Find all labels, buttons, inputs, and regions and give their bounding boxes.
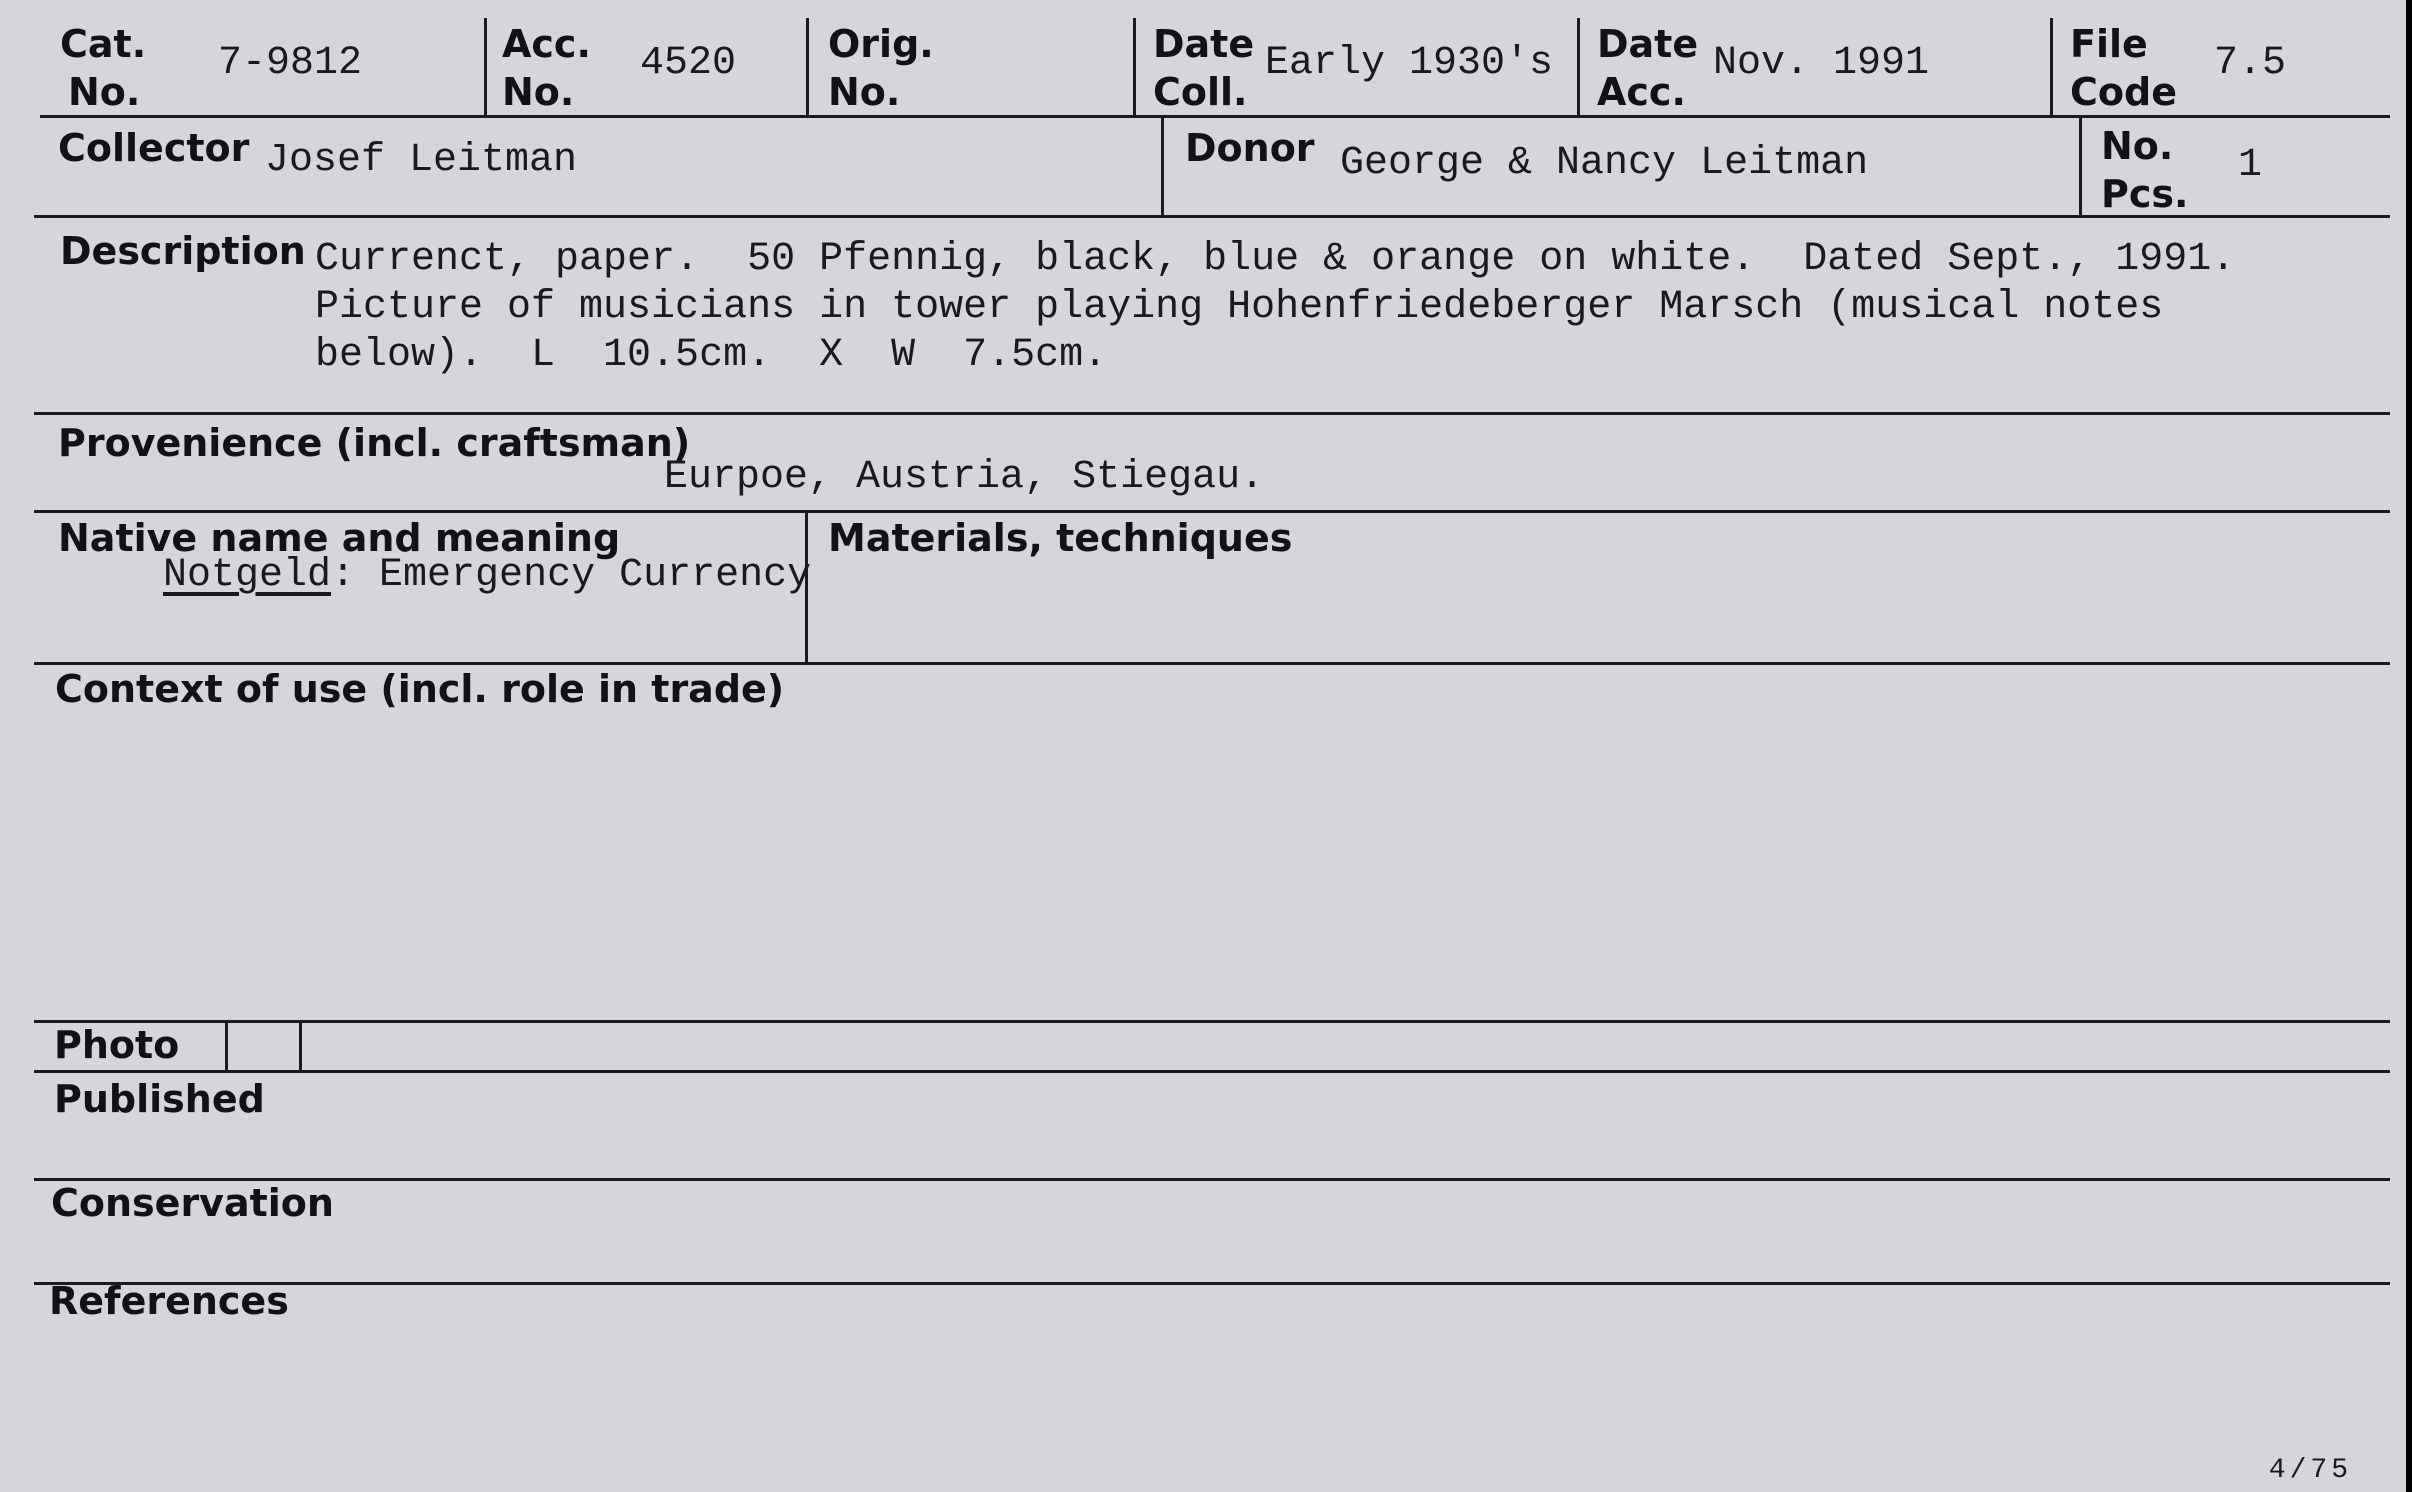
acc-no-label-line1: Acc. xyxy=(502,22,591,66)
native-name-label: Native name and meaning xyxy=(58,516,621,560)
native-meaning: : Emergency Currency xyxy=(331,553,812,598)
no-pcs-label xyxy=(2101,122,2188,218)
description-line: below). L 10.5cm. X W 7.5cm. xyxy=(315,333,1108,378)
file-code-value: 7.5 xyxy=(2214,41,2287,86)
divider-cat-acc xyxy=(484,18,487,115)
photo-box-right xyxy=(299,1020,302,1070)
rule-context-bottom xyxy=(34,1020,2390,1023)
orig-no-label xyxy=(828,20,934,116)
context-label: Context of use (incl. role in trade) xyxy=(55,667,785,711)
cat-no-label-line1: Cat. xyxy=(60,22,147,66)
photo-box-left xyxy=(225,1020,228,1070)
no-pcs-label-line1: No. xyxy=(2101,124,2174,168)
rule-published-bottom xyxy=(34,1178,2390,1181)
file-code-label-line2: Code xyxy=(2070,70,2177,114)
description-line: Currenct, paper. 50 Pfennig, black, blue & orange on white. Dated Sept., 1991. xyxy=(315,237,2236,282)
native-term: Notgeld xyxy=(163,553,332,598)
published-label: Published xyxy=(54,1077,265,1121)
description-label: Description xyxy=(60,229,306,273)
date-coll-value: Early 1930's xyxy=(1265,41,1554,86)
date-acc-label-line1: Date xyxy=(1597,22,1699,66)
orig-no-label-line1: Orig. xyxy=(828,22,934,66)
acc-no-label-line2: No. xyxy=(502,70,575,114)
acc-no-value: 4520 xyxy=(640,41,737,86)
cat-no-value: 7-9812 xyxy=(218,41,363,86)
rule-conservation-bottom xyxy=(34,1282,2390,1285)
cat-no-label xyxy=(60,20,146,116)
conservation-label: Conservation xyxy=(51,1181,334,1225)
divider-datecoll-dateacc xyxy=(1577,18,1580,115)
collector-label: Collector xyxy=(58,126,250,170)
rule-description-bottom xyxy=(34,412,2390,415)
donor-value: George & Nancy Leitman xyxy=(1340,141,1869,186)
no-pcs-value: 1 xyxy=(2238,143,2263,188)
file-code-label xyxy=(2070,20,2177,116)
acc-no-label xyxy=(502,20,591,116)
photo-label: Photo xyxy=(54,1023,180,1067)
date-coll-label xyxy=(1153,20,1254,116)
rule-photo-bottom xyxy=(34,1070,2390,1073)
references-label: References xyxy=(49,1279,289,1323)
orig-no-label-line2: No. xyxy=(828,70,901,114)
form-code: 4/75 xyxy=(2268,1455,2352,1486)
native-name-value xyxy=(163,552,811,600)
rule-collector-bottom xyxy=(34,215,2390,218)
materials-label: Materials, techniques xyxy=(828,516,1293,560)
provenience-value: Eurpoe, Austria, Stiegau. xyxy=(664,455,1265,500)
date-coll-label-line1: Date xyxy=(1153,22,1255,66)
divider-collector-donor xyxy=(1161,115,1164,215)
collector-value: Josef Leitman xyxy=(265,138,578,183)
date-coll-label-line2: Coll. xyxy=(1153,70,1248,114)
divider-acc-orig xyxy=(806,18,809,115)
divider-dateacc-filecode xyxy=(2050,18,2053,115)
description-line: Picture of musicians in tower playing Hohenfriedeberger Marsch (musical notes xyxy=(315,285,2164,330)
date-acc-value: Nov. 1991 xyxy=(1713,41,1930,86)
provenience-label: Provenience (incl. craftsman) xyxy=(58,421,691,465)
file-code-label-line1: File xyxy=(2070,22,2148,66)
no-pcs-label-line2: Pcs. xyxy=(2101,172,2189,216)
date-acc-label-line2: Acc. xyxy=(1597,70,1686,114)
divider-orig-datecoll xyxy=(1133,18,1136,115)
divider-donor-pcs xyxy=(2079,115,2082,215)
rule-native-bottom xyxy=(34,662,2390,665)
rule-provenience-bottom xyxy=(34,510,2390,513)
description-text xyxy=(315,236,2235,380)
cat-no-label-line2: No. xyxy=(68,70,141,114)
donor-label: Donor xyxy=(1185,126,1315,170)
date-acc-label xyxy=(1597,20,1698,116)
